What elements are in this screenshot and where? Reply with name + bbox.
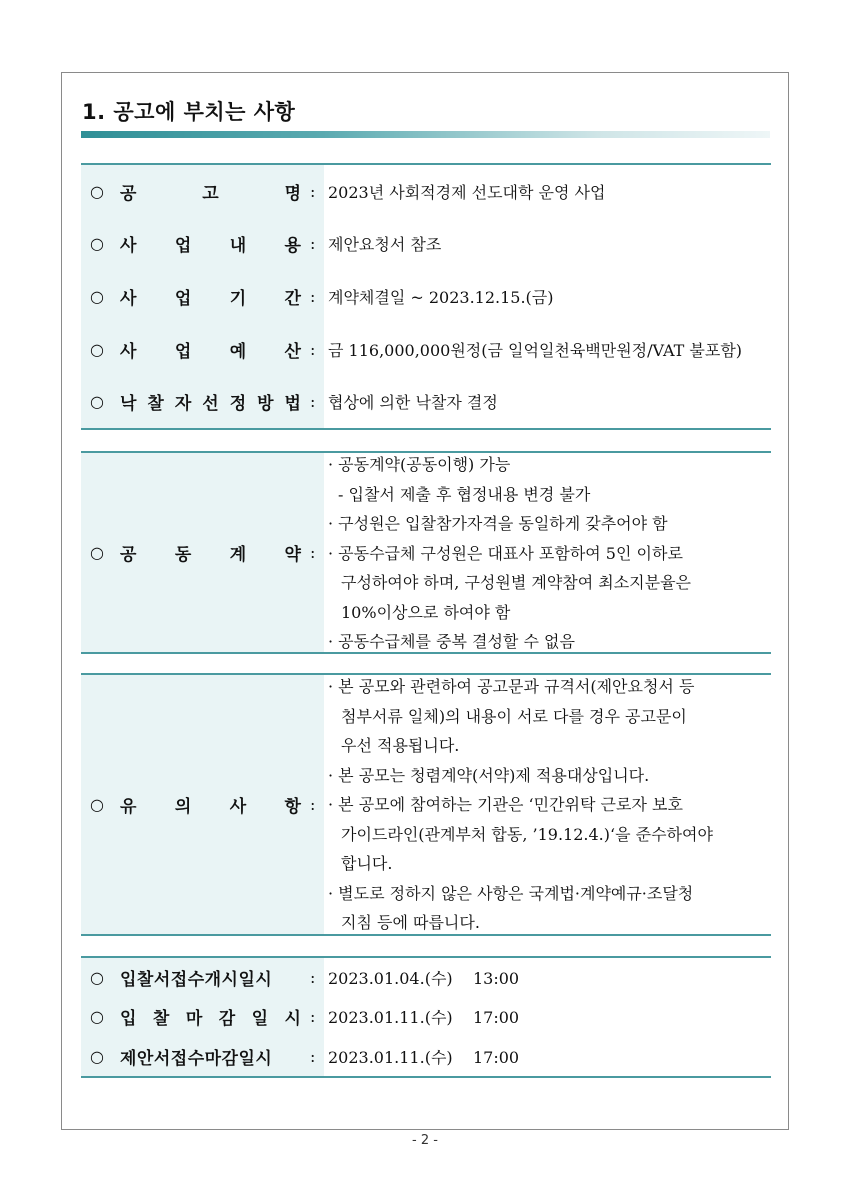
row-value-lines <box>324 450 771 657</box>
row-label <box>81 165 324 218</box>
schedule-table <box>81 956 771 1078</box>
text-line: · 공동수급체 구성원은 대표사 포함하여 5인 이하로 <box>328 543 683 563</box>
table-row <box>81 165 771 218</box>
joint-contract-table <box>81 451 771 654</box>
row-label <box>81 675 324 934</box>
bullet-circle-icon: ○ <box>90 968 104 988</box>
label-colon: : <box>310 234 316 254</box>
table-row <box>81 453 771 652</box>
bullet-circle-icon: ○ <box>90 181 104 201</box>
row-label <box>81 218 324 271</box>
label-colon: : <box>310 339 316 359</box>
table-row <box>81 997 771 1036</box>
row-label-text: 유 의 사 항 <box>120 797 301 817</box>
row-label <box>81 453 324 652</box>
label-colon: : <box>310 286 316 306</box>
row-label <box>81 958 324 997</box>
label-colon: : <box>310 795 316 814</box>
table-row <box>81 958 771 997</box>
bullet-circle-icon: ○ <box>90 392 104 412</box>
label-colon: : <box>310 1007 316 1027</box>
row-label <box>81 323 324 376</box>
text-line: · 본 공모에 참여하는 기관은 ‘민간위탁 근로자 보호 <box>328 795 683 814</box>
text-line: · 구성원은 입찰참가자격을 동일하게 갖추어야 함 <box>328 514 668 533</box>
row-label-text: 입 찰 마 감 일 시 <box>120 1009 301 1030</box>
bullet-circle-icon: ○ <box>90 795 104 814</box>
row-label-text: 공 고 명 <box>120 183 301 204</box>
label-colon: : <box>310 392 316 412</box>
row-value: 2023.01.11.(수) 17:00 <box>328 1047 520 1067</box>
text-line: 첨부서류 일체)의 내용이 서로 다를 경우 공고문이 <box>341 706 687 726</box>
label-colon: : <box>310 181 316 201</box>
page-number: - 2 - <box>412 1133 438 1148</box>
table-row <box>81 323 771 376</box>
row-value-lines <box>324 672 771 938</box>
section-heading: 1. 공고에 부치는 사항 <box>82 100 296 124</box>
notes-table <box>81 673 771 936</box>
text-line: 구성하여야 하며, 구성원별 계약참여 최소지분율은 <box>341 573 692 592</box>
row-value: 2023년 사회적경제 선도대학 운영 사업 <box>328 182 606 202</box>
table-row <box>81 675 771 934</box>
text-line: - 입찰서 제출 후 협정내용 변경 불가 <box>338 484 591 504</box>
label-colon: : <box>310 1046 316 1066</box>
text-line: 우선 적용됩니다. <box>341 736 460 755</box>
row-value: 2023.01.11.(수) 17:00 <box>328 1008 520 1028</box>
text-line: 합니다. <box>341 854 393 873</box>
label-colon: : <box>310 543 316 562</box>
row-value: 계약체결일 ~ 2023.12.15.(금) <box>328 287 554 307</box>
text-line: 10%이상으로 하여야 함 <box>341 602 511 622</box>
row-value: 제안요청서 참조 <box>328 235 442 255</box>
row-label <box>81 270 324 323</box>
text-line: 지침 등에 따릅니다. <box>341 913 480 932</box>
text-line: · 공동계약(공동이행) 가능 <box>328 455 511 474</box>
text-line: · 본 공모는 청렴계약(서약)제 적용대상입니다. <box>328 765 650 785</box>
text-line: · 공동수급체를 중복 결성할 수 없음 <box>328 632 575 651</box>
row-label-text: 공 동 계 약 <box>120 545 301 565</box>
bullet-circle-icon: ○ <box>90 1046 104 1066</box>
bullet-circle-icon: ○ <box>90 1007 104 1027</box>
row-label <box>81 375 324 428</box>
row-label <box>81 1037 324 1076</box>
row-label-text: 사 업 예 산 <box>120 341 301 362</box>
table-row <box>81 270 771 323</box>
bullet-circle-icon: ○ <box>90 286 104 306</box>
row-label <box>81 997 324 1036</box>
row-label-text: 제안서접수마감일시 <box>120 1048 273 1069</box>
bullet-circle-icon: ○ <box>90 339 104 359</box>
heading-underline-bar <box>81 131 770 138</box>
row-label-text: 낙 찰 자 선 정 방 법 <box>120 394 301 415</box>
table-row <box>81 1037 771 1076</box>
text-line: · 본 공모와 관련하여 공고문과 규격서(제안요청서 등 <box>328 677 695 696</box>
bullet-circle-icon: ○ <box>90 543 104 562</box>
overview-table <box>81 163 771 430</box>
row-value: 금 116,000,000원정(금 일억일천육백만원정/VAT 불포함) <box>328 340 743 360</box>
row-value: 2023.01.04.(수) 13:00 <box>328 969 520 989</box>
row-label-text: 사 업 내 용 <box>120 236 301 257</box>
text-line: 가이드라인(관계부처 합동, ’19.12.4.)‘을 준수하여야 <box>341 824 713 844</box>
table-row <box>81 375 771 428</box>
table-row <box>81 218 771 271</box>
text-line: · 별도로 정하지 않은 사항은 국계법·계약예규·조달청 <box>328 883 694 903</box>
bullet-circle-icon: ○ <box>90 234 104 254</box>
row-label-text: 사 업 기 간 <box>120 288 301 309</box>
row-value: 협상에 의한 낙찰자 결정 <box>328 393 498 413</box>
row-label-text: 입찰서접수개시일시 <box>120 970 273 991</box>
label-colon: : <box>310 968 316 988</box>
